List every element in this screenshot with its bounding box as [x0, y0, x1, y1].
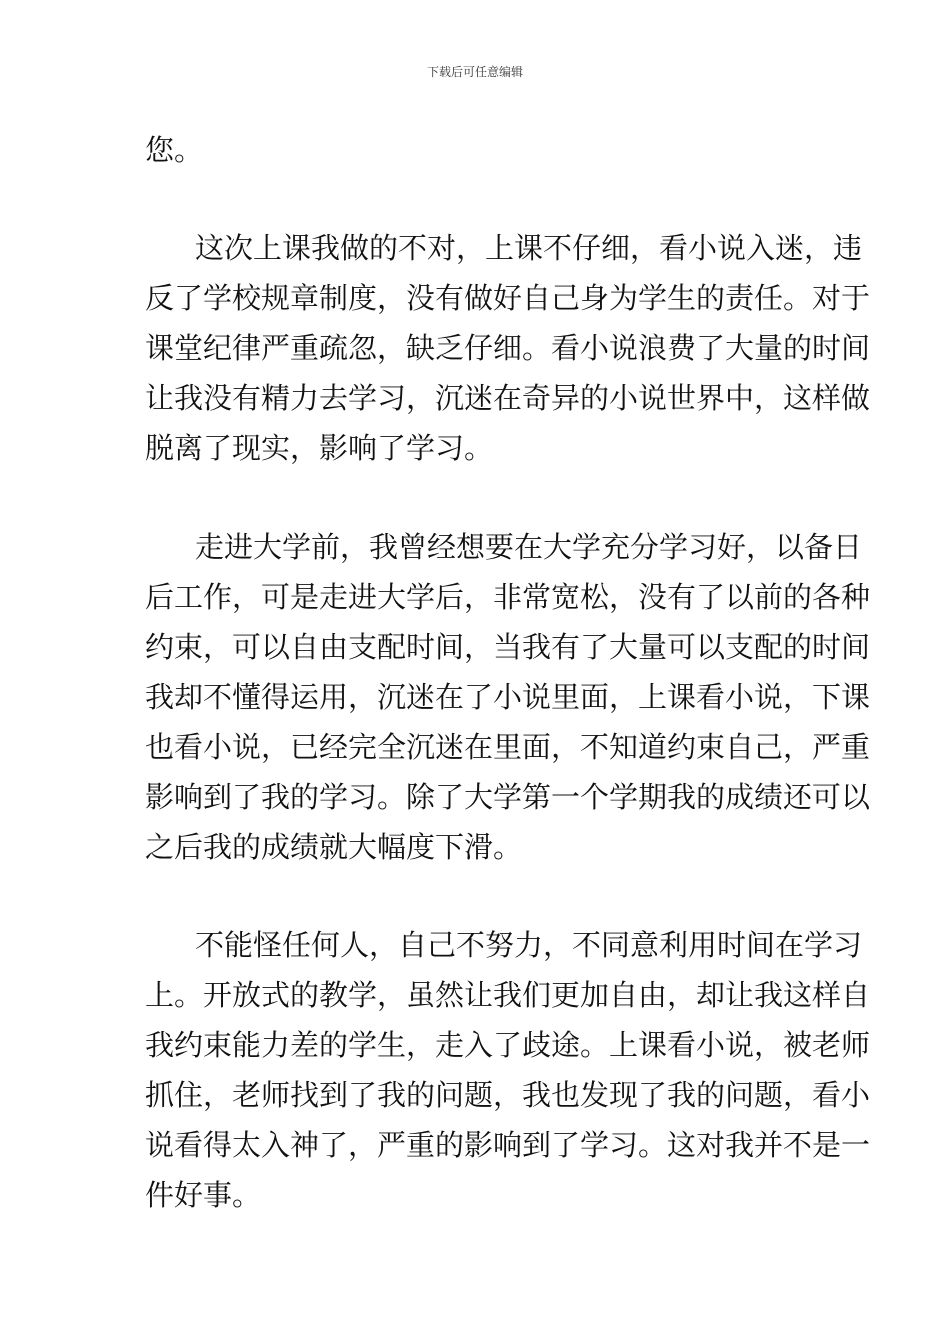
paragraph-line: 走进大学前，我曾经想要在大学充分学习好，以备日 [195, 530, 863, 564]
paragraph-line: 上。开放式的教学，虽然让我们更加自由，却让我这样自 [145, 978, 871, 1012]
page-header: 下载后可任意编辑 [426, 65, 523, 79]
paragraph-line: 我约束能力差的学生，走入了歧途。上课看小说，被老师 [145, 1028, 871, 1062]
paragraph-line: 课堂纪律严重疏忽，缺乏仔细。看小说浪费了大量的时间 [145, 331, 871, 365]
paragraph-line: 也看小说，已经完全沉迷在里面，不知道约束自己，严重 [145, 730, 871, 764]
paragraph-line: 之后我的成绩就大幅度下滑。 [145, 830, 523, 864]
paragraph-line: 说看得太入神了，严重的影响到了学习。这对我并不是一 [145, 1128, 871, 1162]
paragraph-line: 反了学校规章制度，没有做好自己身为学生的责任。对于 [145, 281, 871, 315]
paragraph-line: 我却不懂得运用，沉迷在了小说里面，上课看小说，下课 [145, 680, 871, 714]
paragraph-line: 件好事。 [145, 1178, 262, 1212]
paragraph-line: 影响到了我的学习。除了大学第一个学期我的成绩还可以 [145, 780, 871, 814]
paragraph-line: 不能怪任何人，自己不努力，不同意利用时间在学习 [195, 928, 863, 962]
paragraph-line: 这次上课我做的不对，上课不仔细，看小说入迷，违 [195, 231, 863, 265]
paragraph-line: 约束，可以自由支配时间，当我有了大量可以支配的时间 [145, 630, 871, 664]
paragraph-line: 让我没有精力去学习，沉迷在奇异的小说世界中，这样做 [145, 381, 871, 415]
paragraph-line: 脱离了现实，影响了学习。 [145, 431, 494, 465]
paragraph-line: 您。 [145, 133, 204, 167]
paragraph-line: 抓住，老师找到了我的问题，我也发现了我的问题，看小 [145, 1078, 871, 1112]
paragraph-line: 后工作，可是走进大学后，非常宽松，没有了以前的各种 [145, 580, 871, 614]
